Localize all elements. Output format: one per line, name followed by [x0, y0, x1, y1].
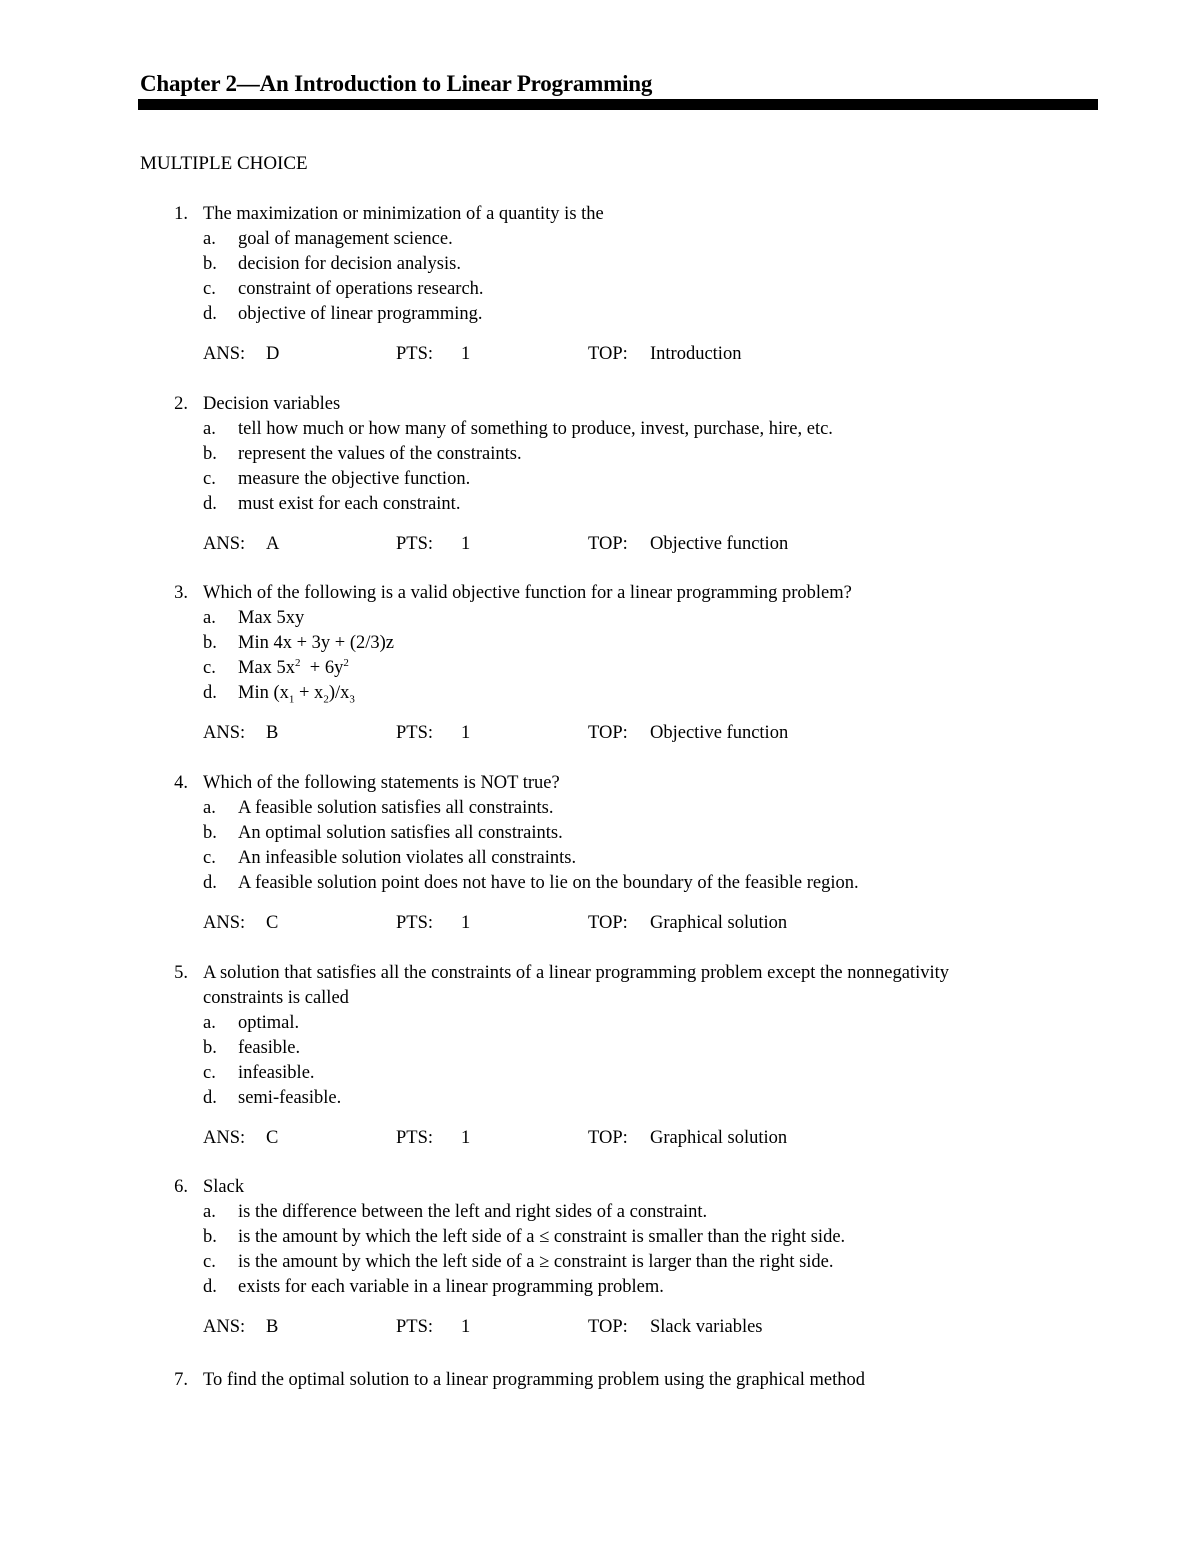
answer-option [0, 606, 1200, 631]
points-value: 1 [461, 534, 471, 554]
ans-label: ANS: [203, 344, 246, 364]
option-text [238, 656, 349, 681]
option-letter: d. [203, 494, 217, 514]
question-text: The maximization or minimization of a quantity is the [203, 204, 604, 224]
answer-option [0, 1225, 1200, 1250]
question-7 [0, 1368, 1200, 1393]
points-value: 1 [461, 1317, 471, 1337]
option-letter: b. [203, 254, 217, 274]
question-4 [0, 771, 1200, 936]
answer-option [0, 1250, 1200, 1275]
answer-value: C [266, 913, 279, 933]
answer-option [0, 871, 1200, 896]
option-text: tell how much or how many of something to produce, invest, purchase, hire, etc. [238, 419, 833, 439]
answer-key-row [0, 721, 1200, 746]
title-rule [138, 99, 1098, 110]
answer-value: C [266, 1128, 279, 1148]
option-subscript: 2 [323, 693, 329, 706]
option-letter: c. [203, 279, 216, 299]
option-text: is the amount by which the left side of a ≥ constraint is larger than the right side. [238, 1252, 834, 1272]
answer-option [0, 821, 1200, 846]
option-letter: c. [203, 1252, 216, 1272]
answer-option [0, 492, 1200, 517]
answer-option [0, 631, 1200, 656]
question-stem-line [0, 581, 1200, 606]
option-supscript: 2 [295, 656, 301, 669]
question-number: 6. [174, 1177, 188, 1197]
topic-value: Graphical solution [650, 1128, 788, 1148]
option-letter: d. [203, 1088, 217, 1108]
answer-option [0, 1036, 1200, 1061]
pts-label: PTS: [396, 913, 434, 933]
points-value: 1 [461, 344, 471, 364]
answer-key-row [0, 911, 1200, 936]
option-text-part: Max 5x [238, 658, 296, 678]
answer-option [0, 1011, 1200, 1036]
question-number: 7. [174, 1370, 188, 1390]
option-text: semi-feasible. [238, 1088, 342, 1108]
points-value: 1 [461, 723, 471, 743]
option-letter: a. [203, 798, 216, 818]
ans-label: ANS: [203, 1317, 246, 1337]
ans-label: ANS: [203, 534, 246, 554]
question-stem-line [0, 961, 1200, 986]
question-text: A solution that satisfies all the constraints of a linear programming problem except the nonnegativity [203, 963, 949, 983]
question-text: constraints is called [203, 988, 349, 1008]
answer-option [0, 302, 1200, 327]
option-text: An infeasible solution violates all constraints. [238, 848, 577, 868]
answer-option [0, 467, 1200, 492]
option-letter: d. [203, 304, 217, 324]
option-letter: d. [203, 1277, 217, 1297]
option-subscript: 3 [349, 693, 355, 706]
option-letter: a. [203, 1013, 216, 1033]
option-text-part: + 6y [300, 658, 344, 678]
ans-label: ANS: [203, 1128, 246, 1148]
option-letter: c. [203, 658, 216, 678]
question-number: 2. [174, 394, 188, 414]
option-text-part: Min (x [238, 683, 289, 703]
answer-option [0, 277, 1200, 302]
option-text: is the amount by which the left side of a ≤ constraint is smaller than the right side. [238, 1227, 846, 1247]
option-letter: b. [203, 823, 217, 843]
option-letter: b. [203, 1227, 217, 1247]
option-text: An optimal solution satisfies all constraints. [238, 823, 563, 843]
option-letter: a. [203, 419, 216, 439]
option-letter: c. [203, 848, 216, 868]
question-stem-line [0, 1368, 1200, 1393]
points-value: 1 [461, 913, 471, 933]
points-value: 1 [461, 1128, 471, 1148]
pts-label: PTS: [396, 344, 434, 364]
answer-option [0, 796, 1200, 821]
answer-value: B [266, 1317, 279, 1337]
option-text: measure the objective function. [238, 469, 471, 489]
question-5 [0, 961, 1200, 1151]
option-text-part: )/x [328, 683, 350, 703]
question-text: Slack [203, 1177, 245, 1197]
option-text [238, 681, 355, 706]
top-label: TOP: [588, 534, 628, 554]
answer-option [0, 656, 1200, 681]
answer-key-row [0, 1126, 1200, 1151]
pts-label: PTS: [396, 723, 434, 743]
option-letter: d. [203, 873, 217, 893]
question-text: Decision variables [203, 394, 341, 414]
question-text: To find the optimal solution to a linear programming problem using the graphical method [203, 1370, 865, 1390]
top-label: TOP: [588, 913, 628, 933]
section-heading: MULTIPLE CHOICE [140, 153, 308, 174]
answer-key-row [0, 342, 1200, 367]
option-text: infeasible. [238, 1063, 315, 1083]
option-letter: a. [203, 1202, 216, 1222]
option-supscript: 2 [343, 656, 349, 669]
option-text: A feasible solution point does not have to lie on the boundary of the feasible region. [238, 873, 859, 893]
question-1 [0, 202, 1200, 367]
option-letter: c. [203, 1063, 216, 1083]
answer-option [0, 417, 1200, 442]
option-text: exists for each variable in a linear programming problem. [238, 1277, 664, 1297]
option-text: constraint of operations research. [238, 279, 484, 299]
option-letter: b. [203, 1038, 217, 1058]
option-text: goal of management science. [238, 229, 453, 249]
option-letter: d. [203, 683, 217, 703]
top-label: TOP: [588, 1128, 628, 1148]
option-letter: a. [203, 229, 216, 249]
answer-option [0, 442, 1200, 467]
question-stem-line [0, 1175, 1200, 1200]
option-text: decision for decision analysis. [238, 254, 461, 274]
option-letter: c. [203, 469, 216, 489]
option-letter: b. [203, 444, 217, 464]
answer-option [0, 1061, 1200, 1086]
question-number: 1. [174, 204, 188, 224]
top-label: TOP: [588, 723, 628, 743]
topic-value: Slack variables [650, 1317, 763, 1337]
top-label: TOP: [588, 344, 628, 364]
pts-label: PTS: [396, 1317, 434, 1337]
topic-value: Graphical solution [650, 913, 788, 933]
option-text: feasible. [238, 1038, 301, 1058]
answer-option [0, 1275, 1200, 1300]
topic-value: Introduction [650, 344, 742, 364]
topic-value: Objective function [650, 723, 789, 743]
question-number: 4. [174, 773, 188, 793]
answer-value: A [266, 534, 280, 554]
answer-option [0, 227, 1200, 252]
answer-option [0, 1086, 1200, 1111]
question-stem-line [0, 392, 1200, 417]
answer-value: D [266, 344, 280, 364]
option-letter: b. [203, 633, 217, 653]
question-stem-line [0, 202, 1200, 227]
answer-option [0, 252, 1200, 277]
answer-option [0, 681, 1200, 706]
option-text-part: + x [294, 683, 324, 703]
question-stem-line [0, 986, 1200, 1011]
option-text: represent the values of the constraints. [238, 444, 522, 464]
page-title: Chapter 2—An Introduction to Linear Programming [140, 71, 653, 96]
topic-value: Objective function [650, 534, 789, 554]
answer-key-row [0, 1315, 1200, 1340]
option-text: must exist for each constraint. [238, 494, 461, 514]
top-label: TOP: [588, 1317, 628, 1337]
question-number: 5. [174, 963, 188, 983]
ans-label: ANS: [203, 723, 246, 743]
option-subscript: 1 [288, 693, 295, 706]
option-text: is the difference between the left and right sides of a constraint. [238, 1202, 708, 1222]
question-text: Which of the following statements is NOT true? [203, 773, 560, 793]
pts-label: PTS: [396, 1128, 434, 1148]
ans-label: ANS: [203, 913, 246, 933]
answer-value: B [266, 723, 279, 743]
answer-option [0, 846, 1200, 871]
question-3 [0, 581, 1200, 746]
option-text: Min 4x + 3y + (2/3)z [238, 633, 395, 653]
question-number: 3. [174, 583, 188, 603]
option-text: A feasible solution satisfies all constraints. [238, 798, 554, 818]
answer-option [0, 1200, 1200, 1225]
pts-label: PTS: [396, 534, 434, 554]
answer-key-row [0, 532, 1200, 557]
option-text: objective of linear programming. [238, 304, 483, 324]
option-text: Max 5xy [238, 608, 305, 628]
question-6 [0, 1175, 1200, 1340]
question-stem-line [0, 771, 1200, 796]
option-letter: a. [203, 608, 216, 628]
question-text: Which of the following is a valid objective function for a linear programming problem? [203, 583, 852, 603]
question-2 [0, 392, 1200, 557]
option-text: optimal. [238, 1013, 300, 1033]
